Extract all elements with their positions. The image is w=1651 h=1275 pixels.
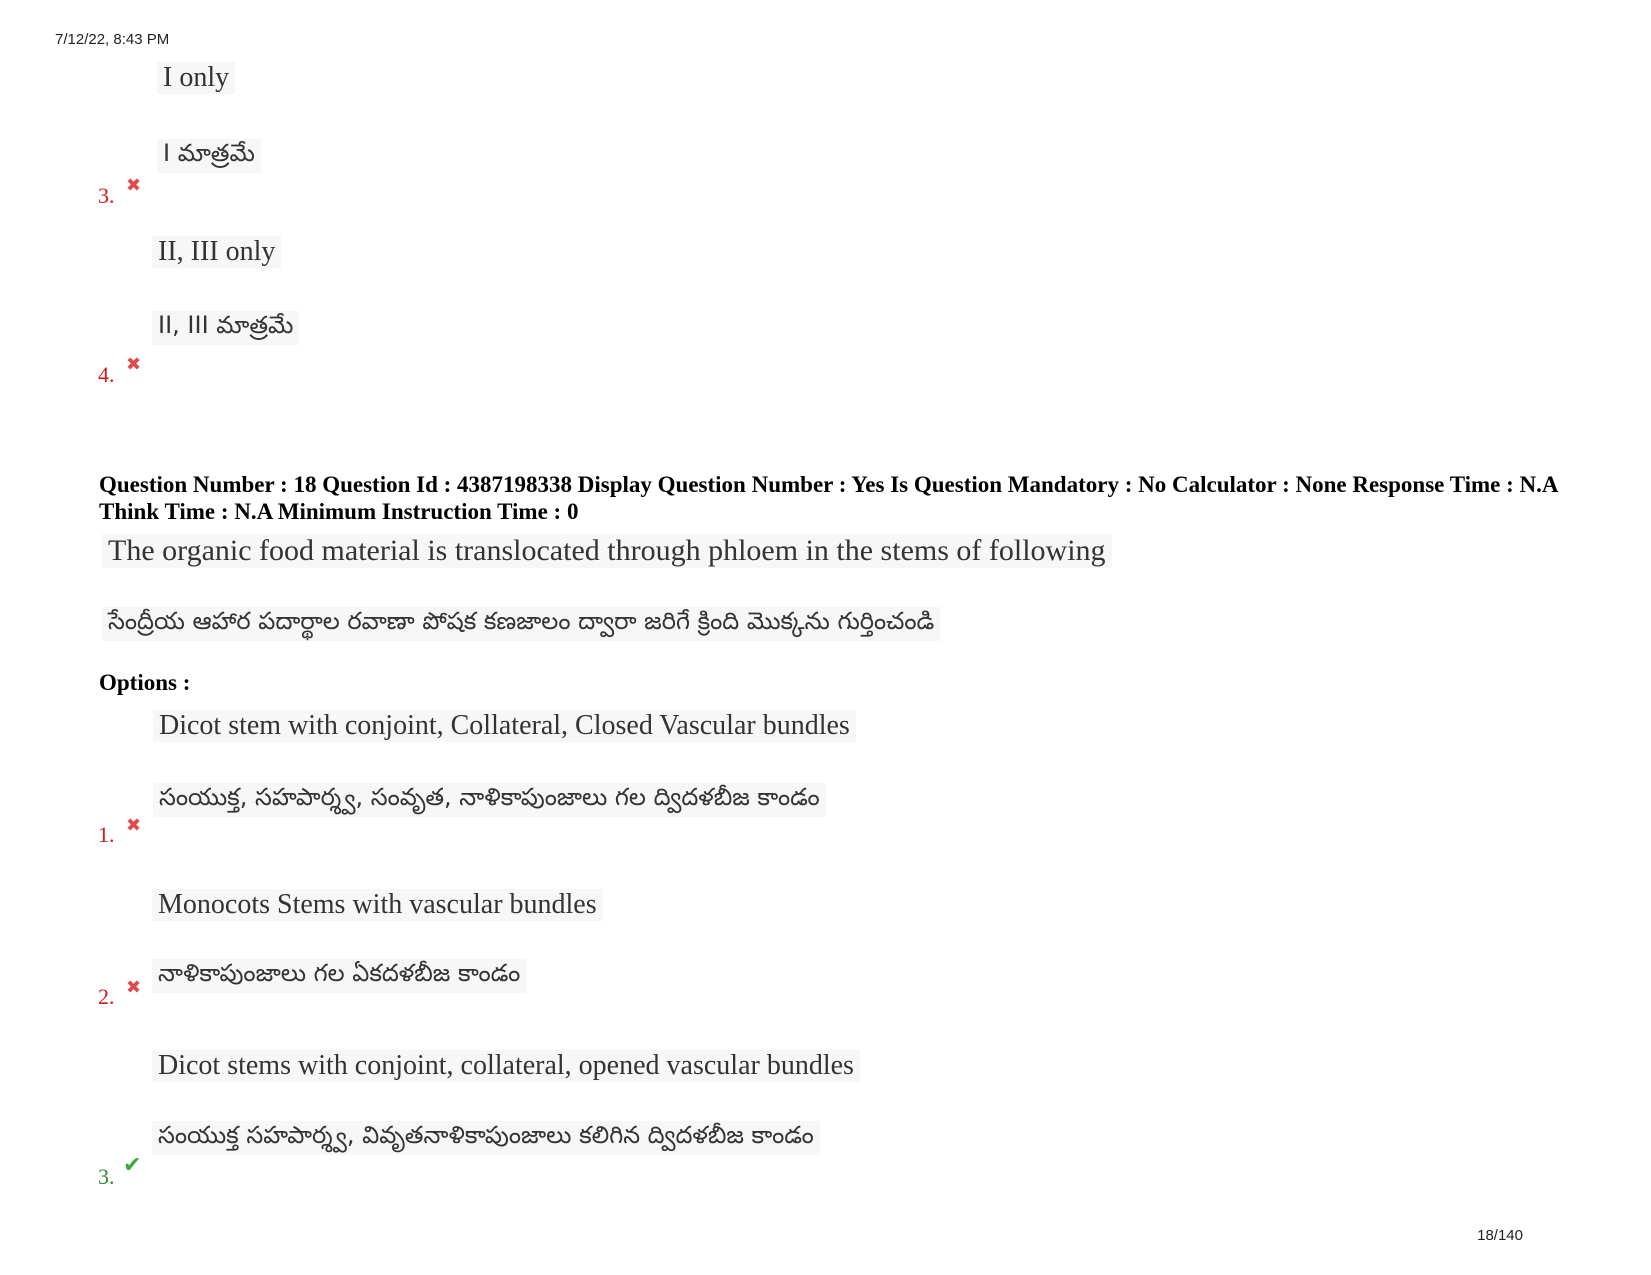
option-text-te: సంయుక్త సహపార్శ్వ, వివృతనాళికాపుంజాలు కలిగిన ద్విదళబీజ కాండం (152, 1121, 820, 1155)
question-text-en: The organic food material is translocated through phloem in the stems of following (102, 534, 1112, 568)
print-date: 7/12/22, 8:43 PM (55, 31, 170, 48)
cross-icon: ✖ (126, 815, 142, 836)
option-text-en: Dicot stems with conjoint, collateral, opened vascular bundles (152, 1050, 860, 1082)
check-icon: ✔ (123, 1153, 142, 1178)
option-number: 4. (98, 362, 115, 387)
question-info: Question Number : 18 Question Id : 4387198338 Display Question Number : Yes Is Question Mandatory : No Calculator : None Response Time : N.A Think Time : N.A Minimum Instruction Time : 0 (99, 472, 1558, 524)
page-number: 18/140 (1477, 1227, 1523, 1244)
cross-icon: ✖ (126, 354, 142, 375)
cross-icon: ✖ (126, 175, 142, 196)
options-label: Options : (99, 670, 191, 695)
option-text-en: Monocots Stems with vascular bundles (152, 889, 603, 921)
option-number: 3. (98, 1164, 115, 1189)
option-text-te: నాళికాపుంజాలు గల ఏకదళబీజ కాండం (152, 959, 526, 993)
option-text-te: II, III మాత్రమే (152, 311, 299, 345)
option-text-en: II, III only (152, 236, 281, 268)
question-text-te: సేంద్రీయ ఆహార పదార్థాల రవాణా పోషక కణజాలం ద్వారా జరిగే క్రింది మొక్కను గుర్తించండి (102, 607, 940, 641)
cross-icon: ✖ (126, 977, 142, 998)
option-text-en: I only (157, 62, 235, 94)
option-text-te: I మాత్రమే (157, 139, 261, 173)
option-text-te: సంయుక్త, సహపార్శ్వ, సంవృత, నాళికాపుంజాలు గల ద్విదళబీజ కాండం (153, 783, 826, 817)
option-number: 2. (98, 984, 115, 1009)
option-number: 3. (98, 183, 115, 208)
option-number: 1. (98, 822, 115, 847)
option-text-en: Dicot stem with conjoint, Collateral, Closed Vascular bundles (153, 710, 856, 742)
